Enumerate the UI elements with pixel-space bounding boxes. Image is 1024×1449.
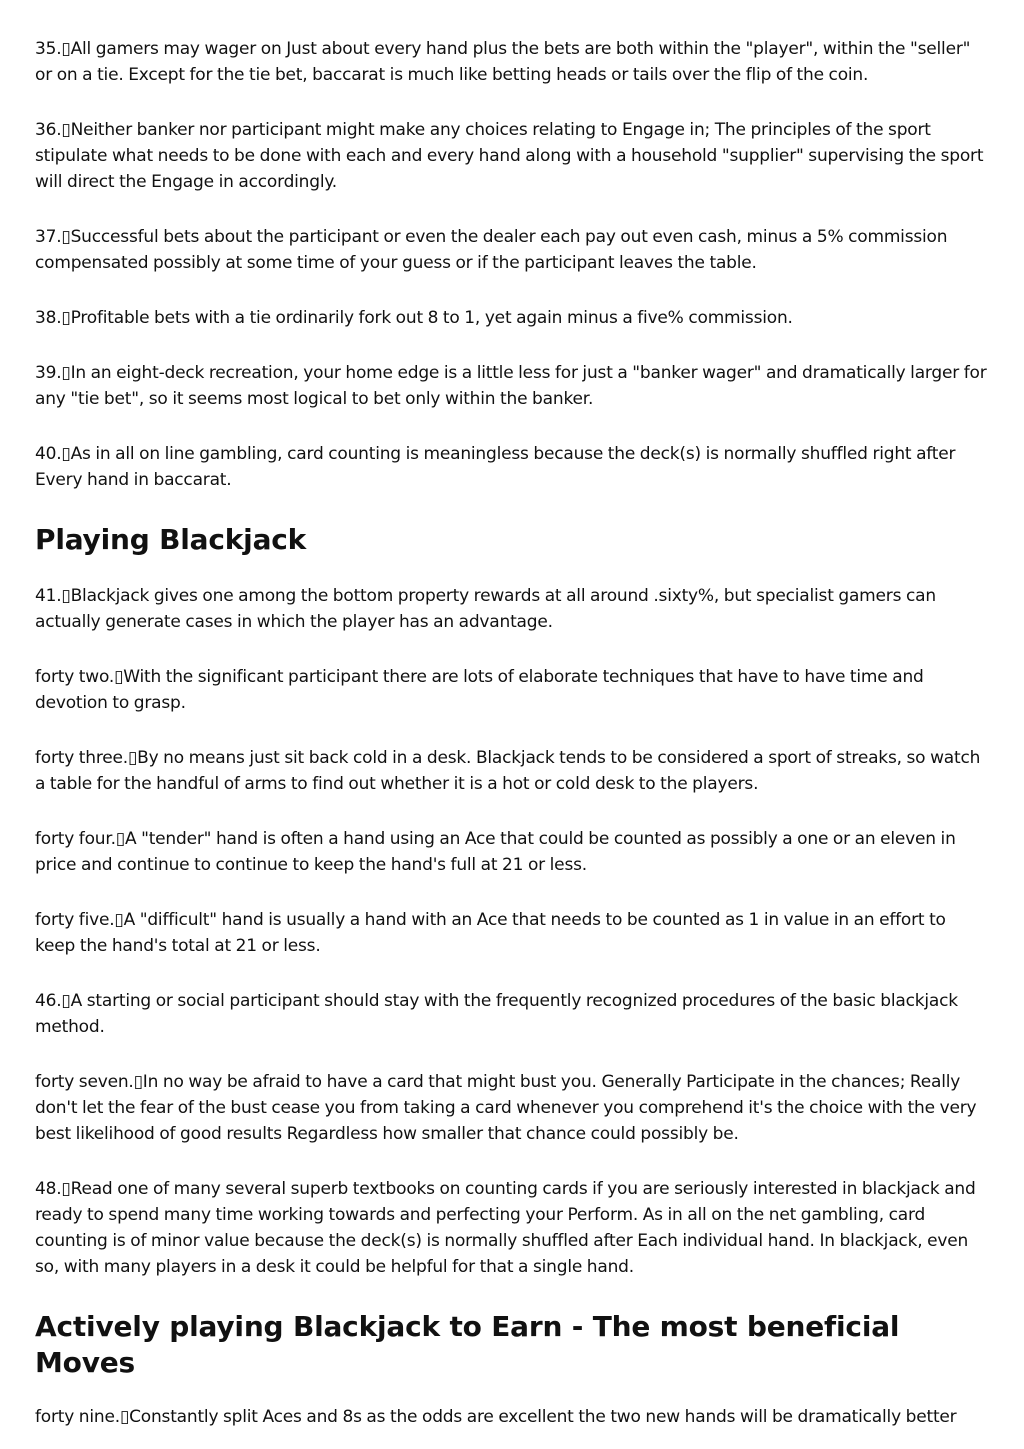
paragraph-45: forty five.▯A "difficult" hand is usually a hand with an Ace that needs to be counted as 1 in value in an effort to keep the hand's total at 21 or less. <box>35 910 946 956</box>
paragraph-47: forty seven.▯In no way be afraid to have a card that might bust you. Generally Participate in the chances; Really don't let the fear of the bust cease you from taking a card whenever you comprehend it's the choice with the very best likelihood of good results Regardless how smaller that chance could possibly be. <box>35 1072 977 1144</box>
paragraph-46: 46.▯A starting or social participant should stay with the frequently recognized procedures of the basic blackjack method. <box>35 991 958 1037</box>
section-heading-best-moves: Actively playing Blackjack to Earn - The most beneficial Moves <box>35 1310 900 1379</box>
paragraph-35: 35.▯All gamers may wager on Just about every hand plus the bets are both within the "player", within the "seller" or on a tie. Except for the tie bet, baccarat is much like betting heads or tails over the flip of the coin. <box>35 39 971 85</box>
paragraph-39: 39.▯In an eight-deck recreation, your home edge is a little less for just a "banker wager" and dramatically larger for any "tie bet", so it seems most logical to bet only within the banker. <box>35 363 987 409</box>
paragraph-36: 36.▯Neither banker nor participant might make any choices relating to Engage in; The principles of the sport stipulate what needs to be done with each and every hand along with a household "supplier" supervising the sport will direct the Engage in accordingly. <box>35 120 984 192</box>
paragraph-48: 48.▯Read one of many several superb textbooks on counting cards if you are seriously interested in blackjack and ready to spend many time working towards and perfecting your Perform. As in all on the net gambling, card counting is of minor value because the deck(s) is normally shuffled after Each individual hand. In blackjack, even so, with many players in a desk it could be helpful for that a single hand. <box>35 1179 976 1277</box>
paragraph-44: forty four.▯A "tender" hand is often a hand using an Ace that could be counted as possibly a one or an eleven in price and continue to continue to keep the hand's full at 21 or less. <box>35 829 956 875</box>
paragraph-43: forty three.▯By no means just sit back cold in a desk. Blackjack tends to be considered a sport of streaks, so watch a table for the handful of arms to find out whether it is a hot or cold desk to the players. <box>35 748 981 794</box>
paragraph-42: forty two.▯With the significant participant there are lots of elaborate techniques that have to have time and devotion to grasp. <box>35 667 924 713</box>
paragraph-41: 41.▯Blackjack gives one among the bottom property rewards at all around .sixty%, but specialist gamers can actually generate cases in which the player has an advantage. <box>35 586 936 632</box>
paragraph-40: 40.▯As in all on line gambling, card counting is meaningless because the deck(s) is normally shuffled right after Every hand in baccarat. <box>35 444 956 490</box>
paragraph-49: forty nine.▯Constantly split Aces and 8s as the odds are excellent the two new hands will be dramatically better <box>35 1407 957 1427</box>
section-heading-playing-blackjack: Playing Blackjack <box>35 523 307 556</box>
paragraph-38: 38.▯Profitable bets with a tie ordinarily fork out 8 to 1, yet again minus a five% commission. <box>35 308 793 328</box>
paragraph-37: 37.▯Successful bets about the participant or even the dealer each pay out even cash, minus a 5% commission compensated possibly at some time of your guess or if the participant leaves the table. <box>35 227 948 273</box>
